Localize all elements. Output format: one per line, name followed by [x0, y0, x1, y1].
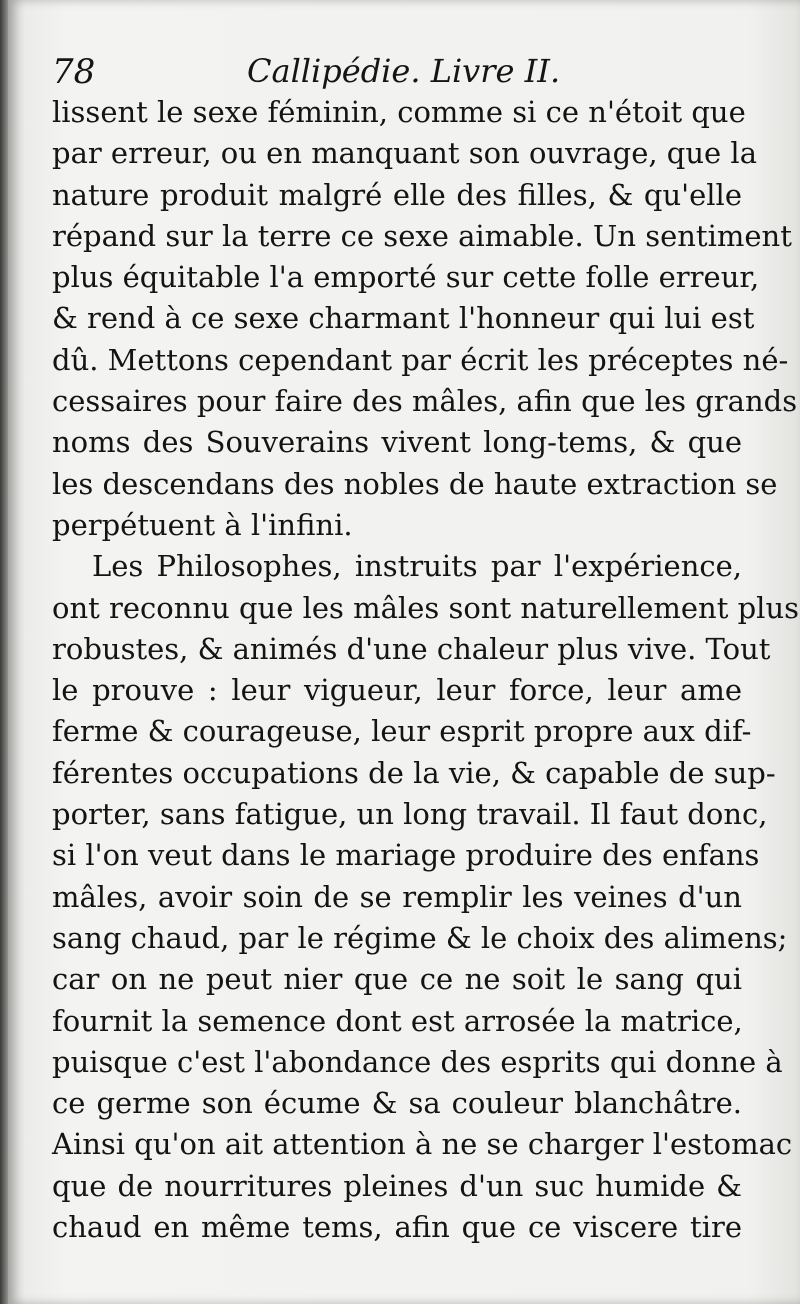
- text-line: robustes, & animés d'une chaleur plus vive. Tout: [52, 631, 771, 666]
- text-line: ont reconnu que les mâles sont naturellement plus: [52, 590, 800, 625]
- paragraph-end-line: perpétuent à l'infini.: [52, 507, 353, 542]
- text-line: Ainsi qu'on ait attention à ne se charger l'estomac: [52, 1127, 793, 1162]
- text-line: par erreur, ou en manquant son ouvrage, que la: [52, 136, 757, 171]
- text-line: férentes occupations de la vie, & capable de sup-: [52, 755, 776, 790]
- text-line: fournit la semence dont est arrosée la matrice,: [52, 1003, 743, 1038]
- text-line: les descendans des nobles de haute extraction se: [52, 466, 778, 501]
- text-line: puisque c'est l'abondance des esprits qui donne à: [52, 1044, 783, 1079]
- text-line: chaud en même tems, afin que ce viscere tire: [52, 1210, 742, 1245]
- text-line: le prouve : leur vigueur, leur force, leur ame: [52, 673, 742, 708]
- text-line: cessaires pour faire des mâles, afin que les grands: [52, 384, 798, 419]
- page-gutter-shadow: [0, 0, 8, 1304]
- page-header: [52, 48, 752, 98]
- running-title: Callipédie. Livre II.: [247, 52, 561, 90]
- text-line: noms des Souverains vivent long-tems, & que: [52, 425, 742, 460]
- paragraph-start-line: Les Philosophes, instruits par l'expérience,: [92, 549, 742, 584]
- text-line: sang chaud, par le régime & le choix des alimens;: [52, 920, 788, 955]
- body-text: [52, 92, 800, 1248]
- text-line: si l'on veut dans le mariage produire des enfans: [52, 838, 760, 873]
- text-line: plus équitable l'a emporté sur cette folle erreur,: [52, 260, 760, 295]
- text-line: car on ne peut nier que ce ne soit le sang qui: [52, 962, 742, 997]
- text-line: dû. Mettons cependant par écrit les préceptes né-: [52, 342, 789, 377]
- text-line: nature produit malgré elle des filles, & qu'elle: [52, 177, 742, 212]
- text-line: répand sur la terre ce sexe aimable. Un sentiment: [52, 218, 792, 253]
- text-line: ferme & courageuse, leur esprit propre aux dif-: [52, 714, 752, 749]
- text-line: ce germe son écume & sa couleur blanchâtre.: [52, 1086, 742, 1121]
- text-line: mâles, avoir soin de se remplir les veines d'un: [52, 879, 742, 914]
- text-line: porter, sans fatigue, un long travail. Il faut donc,: [52, 797, 768, 832]
- text-line: que de nourritures pleines d'un suc humide &: [52, 1168, 742, 1203]
- text-line: & rend à ce sexe charmant l'honneur qui lui est: [52, 301, 755, 336]
- text-line: lissent le sexe féminin, comme si ce n'étoit que: [52, 95, 746, 129]
- page-number: 78: [52, 52, 96, 92]
